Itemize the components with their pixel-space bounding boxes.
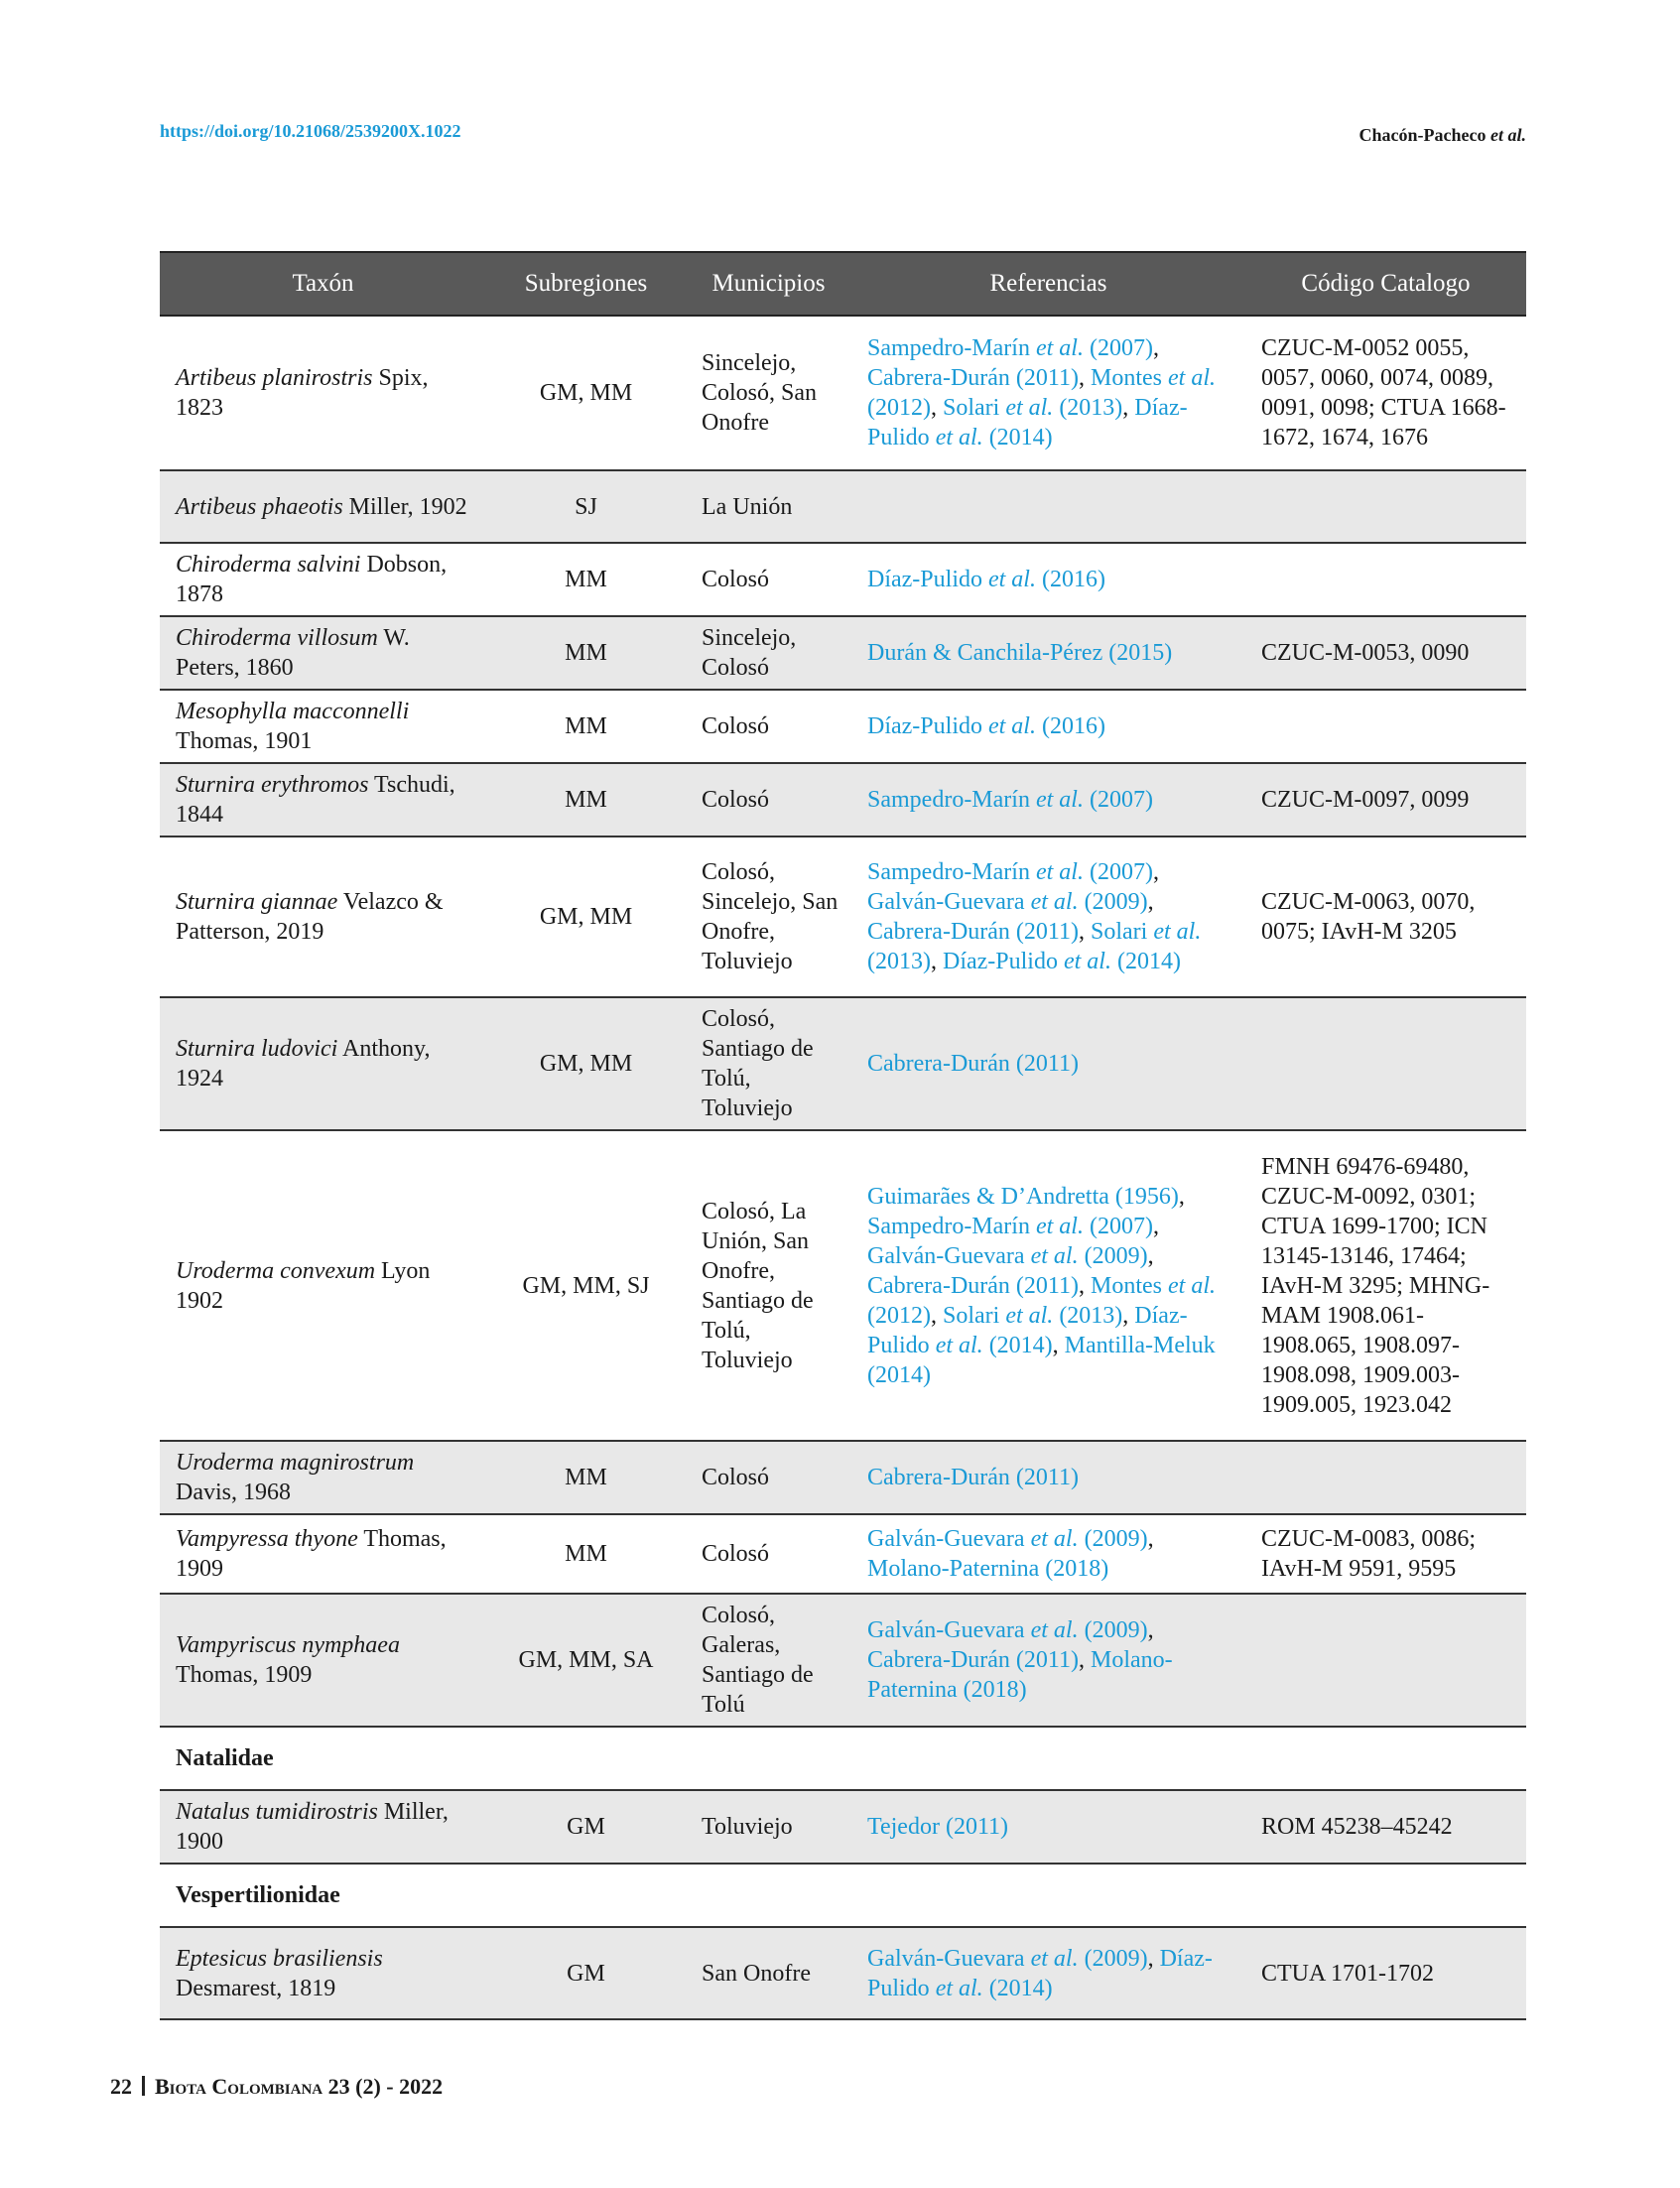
subregions-cell: GM, MM [486,316,686,470]
reference-link[interactable]: Guimarães & D’Andretta (1956) [867,1183,1179,1210]
municipalities-cell: Colosó [686,763,851,837]
taxon-cell [160,316,486,470]
doi-link[interactable]: https://doi.org/10.21068/2539200X.1022 [160,121,461,141]
table-header-row [160,252,1526,316]
reference-link[interactable]: Tejedor (2011) [867,1814,1009,1840]
reference-link[interactable]: Díaz-Pulido et al. (2014) [867,395,1188,450]
journal-name: Biota Colombiana [155,2074,323,2099]
reference-link[interactable]: Mantilla-Meluk (2014) [867,1332,1216,1388]
references-cell [851,543,1245,616]
catalog-code-cell [1245,997,1526,1130]
reference-link[interactable]: Galván-Guevara et al. (2009) [867,1242,1148,1269]
family-name: Natalidae [160,1727,1526,1790]
subregions-cell: GM, MM [486,837,686,997]
references-cell [851,470,1245,543]
reference-link[interactable]: Montes et al. (2012) [867,1272,1217,1329]
reference-link[interactable]: Montes et al. (2012) [867,365,1217,421]
journal-issue: 23 (2) - 2022 [327,2074,444,2099]
running-head-etal: et al. [1490,125,1526,145]
reference-link[interactable]: Cabrera-Durán (2011) [867,1051,1080,1077]
reference-link[interactable]: Solari et al. (2013) [942,395,1123,421]
table-row [160,1927,1526,2019]
column-header-references: Referencias [851,252,1245,316]
table-row [160,690,1526,763]
subregions-cell: GM, MM, SA [486,1594,686,1727]
family-row [160,1727,1526,1790]
table-row [160,1514,1526,1594]
catalog-code-cell [1245,1441,1526,1514]
species-name: Sturnira giannae [176,889,338,915]
catalog-code-cell: CZUC-M-0097, 0099 [1245,763,1526,837]
catalog-code-cell [1245,470,1526,543]
species-author: Tschudi, 1844 [176,772,455,828]
species-name: Sturnira erythromos [176,772,369,798]
reference-link[interactable]: Díaz-Pulido et al. (2016) [867,713,1105,739]
species-author: W. Peters, 1860 [176,625,410,681]
reference-link[interactable]: Sampedro-Marín et al. (2007) [867,1213,1153,1239]
page-footer [110,2074,443,2100]
catalog-code-cell [1245,1594,1526,1727]
municipalities-cell: Colosó, Sincelejo, San Onofre, Toluviejo [686,837,851,997]
subregions-cell: GM [486,1790,686,1864]
species-name: Uroderma convexum [176,1257,376,1284]
references-cell: Galván-Guevara et al. (2009), Díaz-Pulido et al. (2014) [851,1927,1245,2019]
table-row [160,1130,1526,1441]
species-author: Lyon 1902 [176,1257,431,1314]
table-row [160,1594,1526,1727]
reference-link[interactable]: Sampedro-Marín et al. (2007) [867,859,1153,885]
references-cell [851,763,1245,837]
table-row [160,1790,1526,1864]
taxon-cell [160,1130,486,1441]
species-name: Vampyriscus nymphaea [176,1632,400,1658]
taxon-cell [160,1594,486,1727]
reference-link[interactable]: Molano-Paternina (2018) [867,1647,1173,1703]
municipalities-cell: La Unión [686,470,851,543]
reference-link[interactable]: Díaz-Pulido et al. (2016) [867,567,1105,592]
subregions-cell: GM, MM, SJ [486,1130,686,1441]
references-cell: Galván-Guevara et al. (2009), Molano-Paternina (2018) [851,1514,1245,1594]
column-header-catalog-code: Código Catalogo [1245,252,1526,316]
references-cell: Sampedro-Marín et al. (2007), Galván-Guevara et al. (2009), Cabrera-Durán (2011), Solari et al. (2013), Díaz-Pulido et al. (2014) [851,837,1245,997]
taxon-cell [160,616,486,690]
reference-link[interactable]: Solari et al. (2013) [942,1302,1123,1329]
municipalities-cell: San Onofre [686,1927,851,2019]
catalog-code-cell [1245,690,1526,763]
subregions-cell: GM [486,1927,686,2019]
reference-link[interactable]: Galván-Guevara et al. (2009) [867,1617,1148,1643]
references-cell: Galván-Guevara et al. (2009), Cabrera-Durán (2011), Molano-Paternina (2018) [851,1594,1245,1727]
species-author: Dobson, 1878 [176,552,448,607]
taxon-cell [160,763,486,837]
footer-divider [142,2076,145,2096]
taxon-cell [160,543,486,616]
municipalities-cell: Colosó [686,690,851,763]
species-name: Chiroderma villosum [176,625,378,651]
species-name: Eptesicus brasiliensis [176,1945,383,1972]
municipalities-cell: Colosó [686,1441,851,1514]
column-header-subregions: Subregiones [486,252,686,316]
reference-link[interactable]: Durán & Canchila-Pérez (2015) [867,640,1173,666]
species-author: Desmarest, 1819 [176,1975,336,2001]
table-row [160,1441,1526,1514]
species-name: Chiroderma salvini [176,552,361,578]
table-row [160,763,1526,837]
reference-link[interactable]: Cabrera-Durán (2011) [867,1272,1080,1299]
references-cell [851,690,1245,763]
subregions-cell: MM [486,763,686,837]
species-name: Natalus tumidirostris [176,1799,378,1825]
species-author: Miller, 1900 [176,1799,449,1855]
species-name: Vampyressa thyone [176,1526,358,1552]
reference-link[interactable]: Galván-Guevara et al. (2009) [867,889,1148,915]
catalog-code-cell: CTUA 1701-1702 [1245,1927,1526,2019]
reference-link[interactable]: Cabrera-Durán (2011) [867,919,1080,945]
reference-link[interactable]: Díaz-Pulido et al. (2014) [867,1302,1188,1358]
catalog-code-cell: CZUC-M-0053, 0090 [1245,616,1526,690]
page-number: 22 [110,2074,132,2099]
catalog-code-cell: CZUC-M-0083, 0086; IAvH-M 9591, 9595 [1245,1514,1526,1594]
catalog-code-cell: CZUC-M-0052 0055, 0057, 0060, 0074, 0089, 0091, 0098; CTUA 1668-1672, 1674, 1676 [1245,316,1526,470]
species-name: Artibeus planirostris [176,365,373,391]
species-author: Velazco & Patterson, 2019 [176,889,444,945]
subregions-cell: MM [486,690,686,763]
taxon-cell [160,1927,486,2019]
species-name: Mesophylla macconnelli [176,699,410,724]
species-author: Davis, 1968 [176,1480,291,1505]
table-row [160,543,1526,616]
taxon-cell [160,997,486,1130]
species-table [160,251,1526,2020]
reference-link[interactable]: Sampedro-Marín et al. (2007) [867,335,1153,361]
municipalities-cell: Colosó [686,543,851,616]
reference-link[interactable]: Díaz-Pulido et al. (2014) [867,1945,1213,2001]
reference-link[interactable]: Díaz-Pulido et al. (2014) [942,949,1181,974]
references-cell [851,616,1245,690]
municipalities-cell: Colosó, Galeras, Santiago de Tolú [686,1594,851,1727]
reference-link[interactable]: Molano-Paternina (2018) [867,1556,1109,1582]
reference-link[interactable]: Galván-Guevara et al. (2009) [867,1945,1148,1972]
references-cell: Sampedro-Marín et al. (2007), Cabrera-Durán (2011), Montes et al. (2012), Solari et al. (2013), Díaz-Pulido et al. (2014) [851,316,1245,470]
municipalities-cell: Sincelejo, Colosó, San Onofre [686,316,851,470]
taxon-cell [160,1790,486,1864]
table-row [160,470,1526,543]
reference-link[interactable]: Cabrera-Durán (2011) [867,1465,1080,1490]
table-row [160,997,1526,1130]
reference-link[interactable]: Cabrera-Durán (2011) [867,365,1080,391]
subregions-cell: MM [486,543,686,616]
taxon-cell [160,470,486,543]
taxon-cell [160,690,486,763]
catalog-code-cell: CZUC-M-0063, 0070, 0075; IAvH-M 3205 [1245,837,1526,997]
municipalities-cell: Colosó [686,1514,851,1594]
species-name: Artibeus phaeotis [176,493,343,520]
species-author: Anthony, 1924 [176,1036,431,1092]
subregions-cell: MM [486,616,686,690]
species-author: Miller, 1902 [348,493,467,520]
municipalities-cell: Sincelejo, Colosó [686,616,851,690]
subregions-cell: SJ [486,470,686,543]
references-cell [851,1441,1245,1514]
subregions-cell: MM [486,1514,686,1594]
subregions-cell: MM [486,1441,686,1514]
reference-link[interactable]: Cabrera-Durán (2011) [867,1647,1080,1673]
family-row [160,1864,1526,1927]
reference-link[interactable]: Solari et al. (2013) [867,919,1202,974]
table-row [160,316,1526,470]
species-author: Thomas, 1909 [176,1662,313,1688]
references-cell [851,1790,1245,1864]
catalog-code-cell: ROM 45238–45242 [1245,1790,1526,1864]
running-head-author: Chacón-Pacheco [1358,125,1486,145]
references-cell [851,997,1245,1130]
reference-link[interactable]: Galván-Guevara et al. (2009) [867,1526,1148,1552]
municipalities-cell: Toluviejo [686,1790,851,1864]
references-cell: Guimarães & D’Andretta (1956), Sampedro-Marín et al. (2007), Galván-Guevara et al. (2009), Cabrera-Durán (2011), Montes et al. (2012), Solari et al. (2013), Díaz-Pulido et al. (2014), Mantilla-Meluk (2014) [851,1130,1245,1441]
table-row [160,616,1526,690]
table-row [160,837,1526,997]
catalog-code-cell [1245,543,1526,616]
species-author: Thomas, 1901 [176,728,313,754]
family-name: Vespertilionidae [160,1864,1526,1927]
column-header-municipalities: Municipios [686,252,851,316]
running-head [1359,125,1526,146]
taxon-cell [160,1441,486,1514]
municipalities-cell: Colosó, Santiago de Tolú, Toluviejo [686,997,851,1130]
species-author: Spix, 1823 [176,365,429,421]
taxon-cell [160,1514,486,1594]
species-author: Thomas, 1909 [176,1526,447,1582]
catalog-code-cell: FMNH 69476-69480, CZUC-M-0092, 0301; CTUA 1699-1700; ICN 13145-13146, 17464; IAvH-M 3295; MHNG-MAM 1908.061-1908.065, 1908.097-1908.098, 1909.003-1909.005, 1923.042 [1245,1130,1526,1441]
taxon-cell [160,837,486,997]
species-name: Sturnira ludovici [176,1036,338,1062]
reference-link[interactable]: Sampedro-Marín et al. (2007) [867,787,1153,813]
municipalities-cell: Colosó, La Unión, San Onofre, Santiago de Tolú, Toluviejo [686,1130,851,1441]
column-header-taxon: Taxón [160,252,486,316]
species-name: Uroderma magnirostrum [176,1450,415,1476]
subregions-cell: GM, MM [486,997,686,1130]
